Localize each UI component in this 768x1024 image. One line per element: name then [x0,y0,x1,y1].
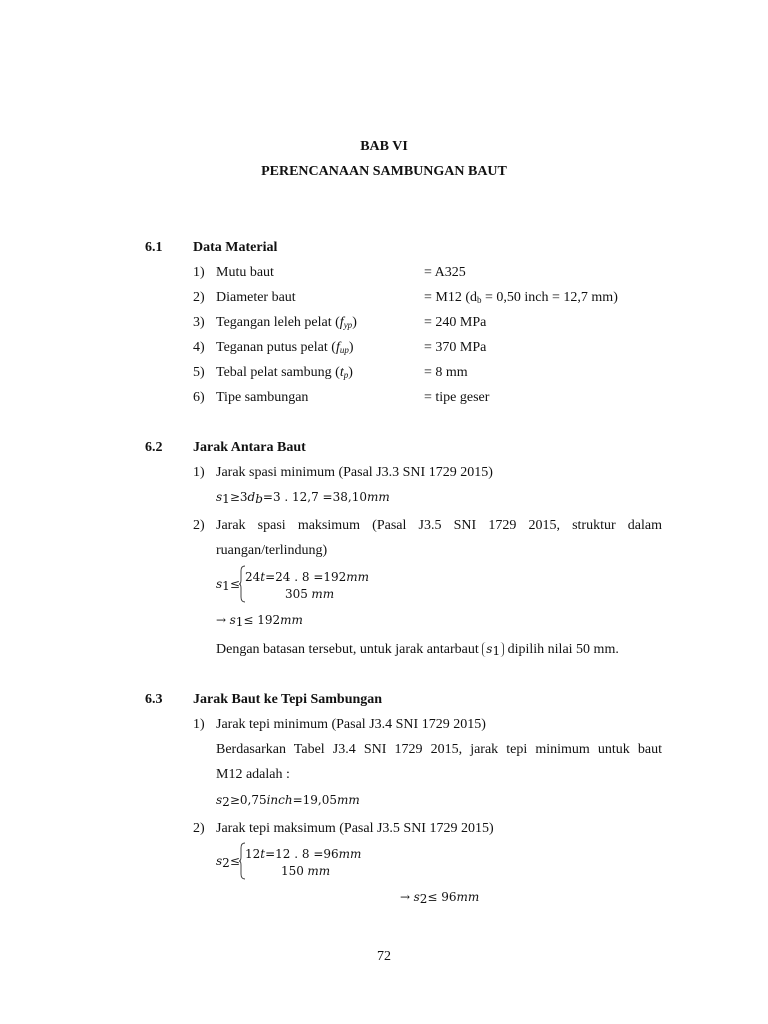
equation-case-1: 12t=12 . 8 =96mm [245,847,362,861]
paragraph-line: Berdasarkan Tabel J3.4 SNI 1729 2015, jarak tepi minimum untuk baut [216,742,662,757]
list-item-label: Teganan putus pelat $(f_{up})$ [216,340,354,355]
chapter-label: BAB VI [360,139,408,154]
list-number: 3) [193,315,205,330]
list-number: 2) [193,518,205,533]
equation-case-2: 305 mm [285,587,335,601]
section-title: Data Material [193,240,278,255]
equation-edge-min: $s_2\ge 0,75inch=19,05mm$ [216,793,360,809]
chapter-title: PERENCANAAN SAMBUNGAN BAUT [261,164,507,179]
list-number: 4) [193,340,205,355]
list-item-value: = tipe geser [424,390,490,405]
list-item-text: Jarak tepi maksimum (Pasal J3.5 SNI 1729 2015) [216,821,494,836]
list-item-value: = A325 [424,265,466,280]
section-number: 6.3 [145,692,163,707]
list-number: 1) [193,717,205,732]
list-number: 6) [193,390,205,405]
section-title: Jarak Baut ke Tepi Sambungan [193,692,383,707]
list-number: 5) [193,365,205,380]
list-item-label: Diameter baut [216,290,296,305]
page-number: 72 [377,949,391,964]
list-item-text: Jarak spasi maksimum (Pasal J3.5 SNI 1729 2015, struktur dalam [216,518,662,533]
list-item-label: Tebal pelat sambung $(t_p)$ [216,365,353,380]
equation-lhs: $s_1\le$ [216,577,240,593]
section-title: Jarak Antara Baut [193,440,306,455]
list-number: 2) [193,290,205,305]
list-number: 1) [193,465,205,480]
equation-result: → $s_2\le 96mm$ [400,890,480,906]
list-item-value: = 8 mm [424,365,468,380]
list-number: 1) [193,265,205,280]
section-number: 6.2 [145,440,163,455]
equation-spacing-min: $s_1\ge 3d_b=3$ . 12,7 =38,10mm [216,490,390,506]
list-item-text: Jarak tepi minimum (Pasal J3.4 SNI 1729 2015) [216,717,486,732]
list-item-value: = 240 MPa [424,315,487,330]
paragraph-line: M12 adalah : [216,767,290,782]
list-item-text-continued: ruangan/terlindung) [216,543,328,558]
list-number: 2) [193,821,205,836]
equation-case-1: 24t=24 . 8 =192mm [245,570,370,584]
conclusion-text: Dengan batasan tersebut, untuk jarak antarbaut $s_1$ dipilih nilai 50 mm. [216,642,619,658]
list-item-value: = 370 MPa [424,340,487,355]
list-item-text: Jarak spasi minimum (Pasal J3.3 SNI 1729 2015) [216,465,493,480]
list-item-label: Mutu baut [216,265,274,280]
equation-case-2: 150 mm [281,864,331,878]
equation-lhs: $s_2\le$ [216,854,240,870]
list-item-label: Tegangan leleh pelat $(f_{yp})$ [216,315,357,330]
list-item-value: = M12 ($d_b = 0,50$ inch = 12,7 mm) [424,290,618,305]
section-number: 6.1 [145,240,163,255]
list-item-label: Tipe sambungan [216,390,309,405]
equation-result: → $s_1\le 192mm$ [216,613,303,629]
